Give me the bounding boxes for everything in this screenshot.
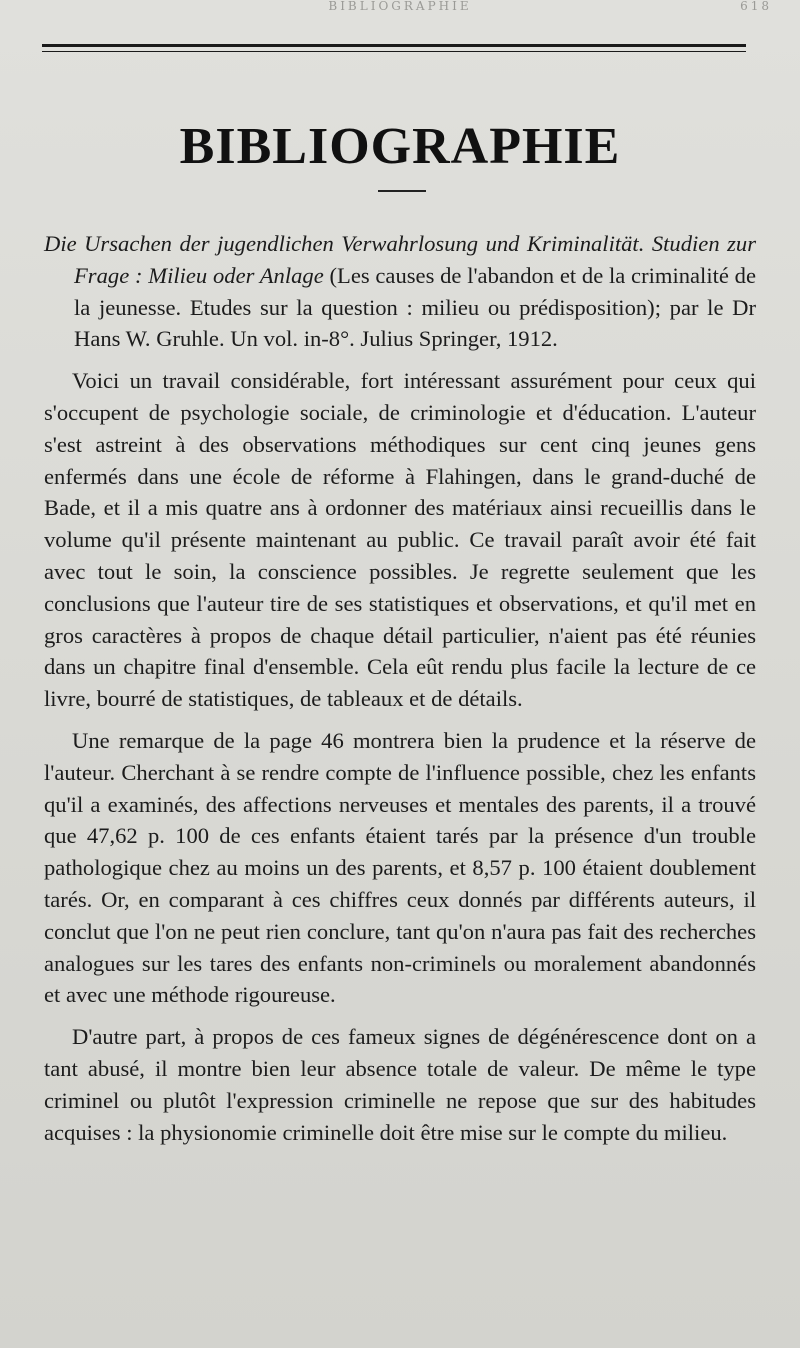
page-title: BIBLIOGRAPHIE	[179, 118, 621, 175]
text-body	[44, 228, 756, 1158]
book-title-german: Die Ursachen der jugendlichen Verwahrlosung und Kriminalität. Studien zur Frage : Milieu oder Anlage	[44, 231, 756, 288]
page-number: 618	[740, 0, 772, 13]
paragraph-1: Voici un travail considérable, fort intéressant assurément pour ceux qui s'occupent de psychologie sociale, de criminologie et d'éducation. L'auteur s'est astreint à des observations méthodiques sur cent cinq jeunes gens enfermés dans une école de réforme à Flahingen, dans le grand-duché de Bade, et il a mis quatre ans à ordonner des matériaux ainsi recueillis dans le volume qu'il présente maintenant au public. Ce travail paraît avoir été fait avec tout le soin, la conscience possibles. Je regrette seulement que les conclusions que l'auteur tire de ses statistiques et observations, et qu'il met en gros caractères à propos de chaque détail particulier, n'aient pas été réunies dans un chapitre final d'ensemble. Cela eût rendu plus facile la lecture de ce livre, bourré de statistiques, de tableaux et de détails.	[44, 368, 756, 712]
title-rule	[378, 190, 426, 192]
running-head	[0, 0, 800, 20]
book-citation	[44, 228, 756, 355]
book-citation-details: (Les causes de l'abandon et de la criminalité de la jeunesse. Etudes sur la question : milieu ou prédisposition); par le Dr Hans W. Gruhle. Un vol. in-8°. Julius Springer, 1912.	[74, 262, 756, 352]
header-rule-thick	[42, 44, 746, 47]
running-head-title: BIBLIOGRAPHIE	[328, 0, 472, 13]
header-rule-thin	[42, 51, 746, 52]
paragraph-2: Une remarque de la page 46 montrera bien la prudence et la réserve de l'auteur. Cherchant à se rendre compte de l'influence possible, chez les enfants qu'il a examinés, des affections nerveuses et mentales des parents, il a trouvé que 47,62 p. 100 de ces enfants étaient tarés par la présence d'un trouble pathologique chez au moins un des parents, et 8,57 p. 100 étaient doublement tarés. Or, en comparant à ces chiffres ceux donnés par différents auteurs, il conclut que l'on ne peut rien conclure, tant qu'on n'aura pas fait des recherches analogues sur les tares des enfants non-criminels ou moralement abandonnés et avec une méthode rigoureuse.	[44, 727, 756, 1008]
paragraph-3: D'autre part, à propos de ces fameux signes de dégénérescence dont on a tant abusé, il montre bien leur absence totale de valeur. De même le type criminel ou plutôt l'expression criminelle ne repose que sur des habitudes acquises : la physionomie criminelle doit être mise sur le compte du milieu.	[44, 1024, 756, 1145]
